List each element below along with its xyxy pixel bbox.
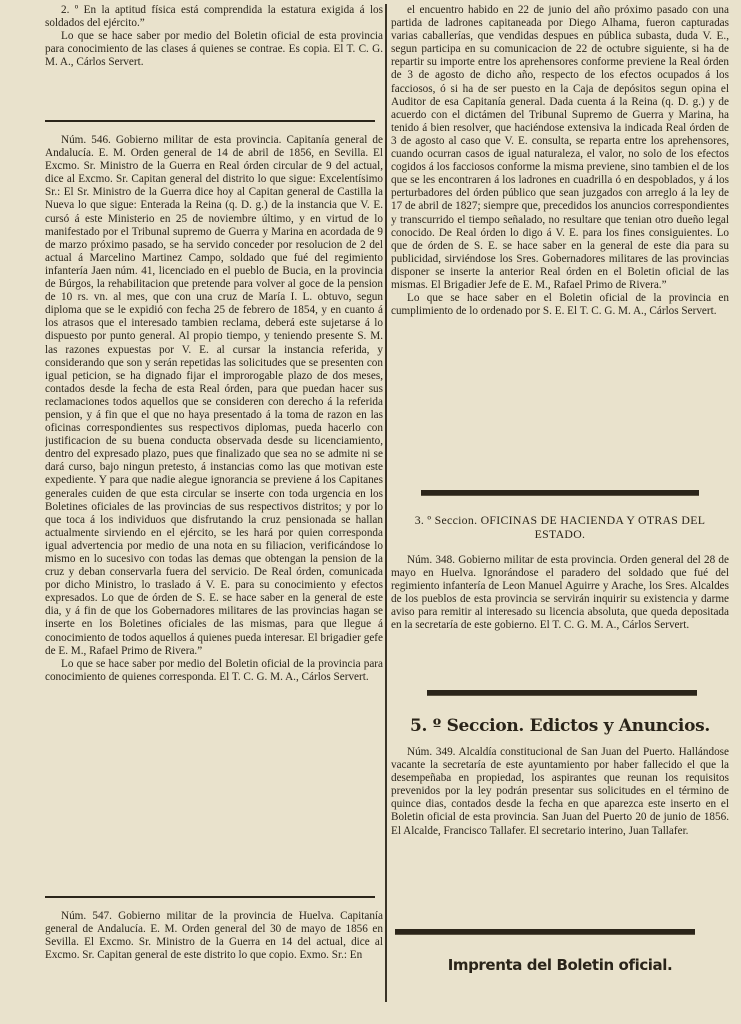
section-3-title: 3. º Seccion. OFICINAS DE HACIENDA Y OTRAS DEL ESTADO.	[414, 513, 706, 541]
left-divider-1	[45, 120, 375, 122]
left-article-continuation	[45, 4, 383, 69]
article-547-body: Núm. 547. Gobierno militar de la provincia de Huelva. Capitanía general de Andalucía. E. M. Orden general del 30 de mayo de 1856 en Sevilla. El Excmo. Sr. Ministro de la Guerra en 14 del actual, dice al Excmo. Sr. Capitan general de este distrito lo que copio. Exmo. Sr.: En	[45, 910, 383, 962]
article-546	[45, 134, 383, 684]
article-349	[391, 746, 729, 838]
section-divider-5	[427, 690, 697, 696]
imprint-divider	[395, 929, 695, 935]
section-divider-3	[421, 490, 699, 496]
article-547	[45, 910, 383, 962]
article-546-body: Núm. 546. Gobierno militar de esta provincia. Capitanía general de Andalucía. E. M. Orden general de 14 de abril de 1856, en Sevilla. El Excmo. Sr. Ministro de la Guerra en Real órden circular de 9 del actual, dice al Excmo. Sr. Capitan general del distrito lo que sigue: Excelentísimo Sr.: El Sr. Ministro de la Guerra dice hoy al Capitan general de Castilla la Nueva lo que sigue: Enterada la Reina (q. D. g.) de la instancia que V. E. cursó á este Ministerio en 25 de noviembre último, y en virtud de lo manifestado por el Tribunal supremo de Guerra y Marina en acordada de 9 de marzo próximo pasado, se ha servido conceder por resolucion de 2 del actual á Marcelino Martinez Campo, soldado que fué del regimiento infantería Jaen núm. 41, licenciado en el pueblo de Bucia, en la provincia de Búrgos, la rehabilitacion que pretende para volver al goce de la pension de 10 rs. vn. al mes, que con una cruz de María I. L. obtuvo, segun diploma que se le expidió con fecha 25 de febrero de 1854, y en cuanto á los atrasos que el interesado tambien reclama, deberá este sujetarse á lo dispuesto por punto general. Al propio tiempo, y teniendo presente S. M. las razones expuestas por V. E. al cursar la instancia referida, y considerando que son y serán repetidas las solicitudes que se presenten con igual peticion, se ha dignado fijar el improrogable plazo de dos meses, contados desde la fecha de esta Real órden, para que puedan hacer sus reclamaciones todos aquellos que se consideren con derecho á la referida pension, y á fin que el que no haya presentado á la toma de razon en las oficinas correspondientes sus respectivos diplomas, pueda hacerlo con justificacion de su buena conducta observada desde su licenciamiento, dentro del expresado plazo, pues que finalizado que sea no se admite ni se dará curso, bajo ningun pretesto, á instancias como las que motivan este expediente. Y para que nadie alegue ignorancia se previene á los Capitanes generales cuiden de que esta circular se inserte con toda urgencia en los Boletines oficiales de las provincias de sus respectivos distritos; y por lo que toca á los individuos que disfrutando la cruz pensionada se hallan actualmente sirviendo en el ejército, se les hará por quien corresponda igual advertencia por medio de una nota en su filiacion, verificándose lo mismo en lo sucesivo con todas las demas que obtengan la pension de la cruz y deban conservarla fuera del servicio. De Real órden, comunicada por dicho Ministro, lo traslado á V. E. para su conocimiento y efectos expresados. Lo que de órden de S. E. se hace saber en la general de este dia, y á fin de que los Gobernadores militares de las provincias hagan se inserte en los Boletines oficiales de las mismas, para que llegue á conocimiento de todos aquellos á quienes pueda interesar. El brigadier gefe de E. M., Rafael Primo de Rivera.”	[45, 134, 383, 657]
article-546-closing: Lo que se hace saber por medio del Boletin oficial de la provincia para conocimiento de quienes corresponda. El T. C. G. M. A., Cárlos Servert.	[45, 657, 383, 683]
section-5-title: 5. º Seccion. Edictos y Anuncios.	[409, 716, 710, 736]
left-column	[45, 0, 383, 1024]
left-paragraph-2: Lo que se hace saber por medio del Boletin oficial de esta provincia para conocimiento de las clases á quienes se contrae. Es copia. El T. C. G. M. A., Cárlos Servert.	[45, 30, 383, 69]
left-divider-2	[45, 896, 375, 898]
article-348	[391, 554, 729, 633]
right-column	[391, 0, 729, 1024]
imprint-title: Imprenta del Boletin oficial.	[447, 956, 673, 974]
right-paragraph-2: Lo que se hace saber en el Boletin oficial de la provincia en cumplimiento de lo ordenado por S. E. El T. C. G. M. A., Cárlos Servert.	[391, 292, 729, 318]
right-paragraph-1: el encuentro habido en 22 de junio del año próximo pasado con una partida de ladrones capitaneada por Diego Alhama, fueron capturadas varias caballerías, que vendidas despues en pública subasta, duda V. E., segun participa en su comunicacion de 22 de octubre siguiente, si ha de repartir su importe entre los aprehensores conforme previene la Real órden de 3 de agosto de dicho año, respecto de los efectos ocupados á los facciosos, ó si ha de ser puesto en la Caja de depósitos segun opina el Auditor de esa Capitanía general. Dada cuenta á la Reina (q. D. g.) y de acuerdo con el dictámen del Tribunal Supremo de Guerra y Marina, ha tenido á bien resolver, que haciéndose extensiva la indicada Real órden de 3 de agosto al caso que V. E. consulta, se reparta entre los aprehensores, cuando ocurran casos de igual naturaleza, el valor, no solo de los efectos cogidos á los facciosos conforme la misma previene, sino tambien el de los que se les encontraren á los ladrones en cuadrilla ó en despoblados, y á los perturbadores del órden público que sean juzgados con arreglo á la ley de 17 de abril de 1827; siempre que, precedidos los anuncios correspondientes y transcurrido el tiempo señalado, no resultare que tenian otro dueño legal conocido. De Real órden lo digo á V. E. para los fines consiguientes. Lo que de órden de S. E. se hace saber en la general de este dia para su publicidad, sirviéndose los Sres. Gobernadores militares de las provincias disponer se inserte la anterior Real órden en el Boletin oficial de las mismas. El Brigadier Jefe de E. M., Rafael Primo de Rivera.”	[391, 4, 729, 291]
article-349-body: Núm. 349. Alcaldía constitucional de San Juan del Puerto. Hallándose vacante la secretaría de este ayuntamiento por haber fallecido el que la desempeñaba en propiedad, los aspirantes que reunan los requisitos prevenidos por la ley podrán presentar sus solicitudes en el término de quince dias, contados desde la fecha en que aparezca este inserto en el Boletin oficial de esta provincia. San Juan del Puerto 20 de junio de 1856. El Alcalde, Francisco Tallafer. El secretario interino, Juan Tallafer.	[391, 746, 729, 837]
article-547-continuation	[391, 4, 729, 318]
article-348-body: Núm. 348. Gobierno militar de esta provincia. Orden general del 28 de mayo en Huelva. Ignorándose el paradero del soldado que fué del regimiento infantería de Leon Manuel Aguirre y Arache, los Sres. Alcaldes de los pueblos de esta provincia se servirán inquirir su existencia y darme aviso para remitir al interesado su licencia absoluta, que queda depositada en la secretaría de este gobierno. El T. C. G. M. A., Cárlos Servert.	[391, 554, 729, 632]
column-divider	[385, 4, 387, 1002]
left-paragraph-1: 2. º En la aptitud física está comprendida la estatura exigida á los soldados del ejército.”	[45, 4, 383, 30]
